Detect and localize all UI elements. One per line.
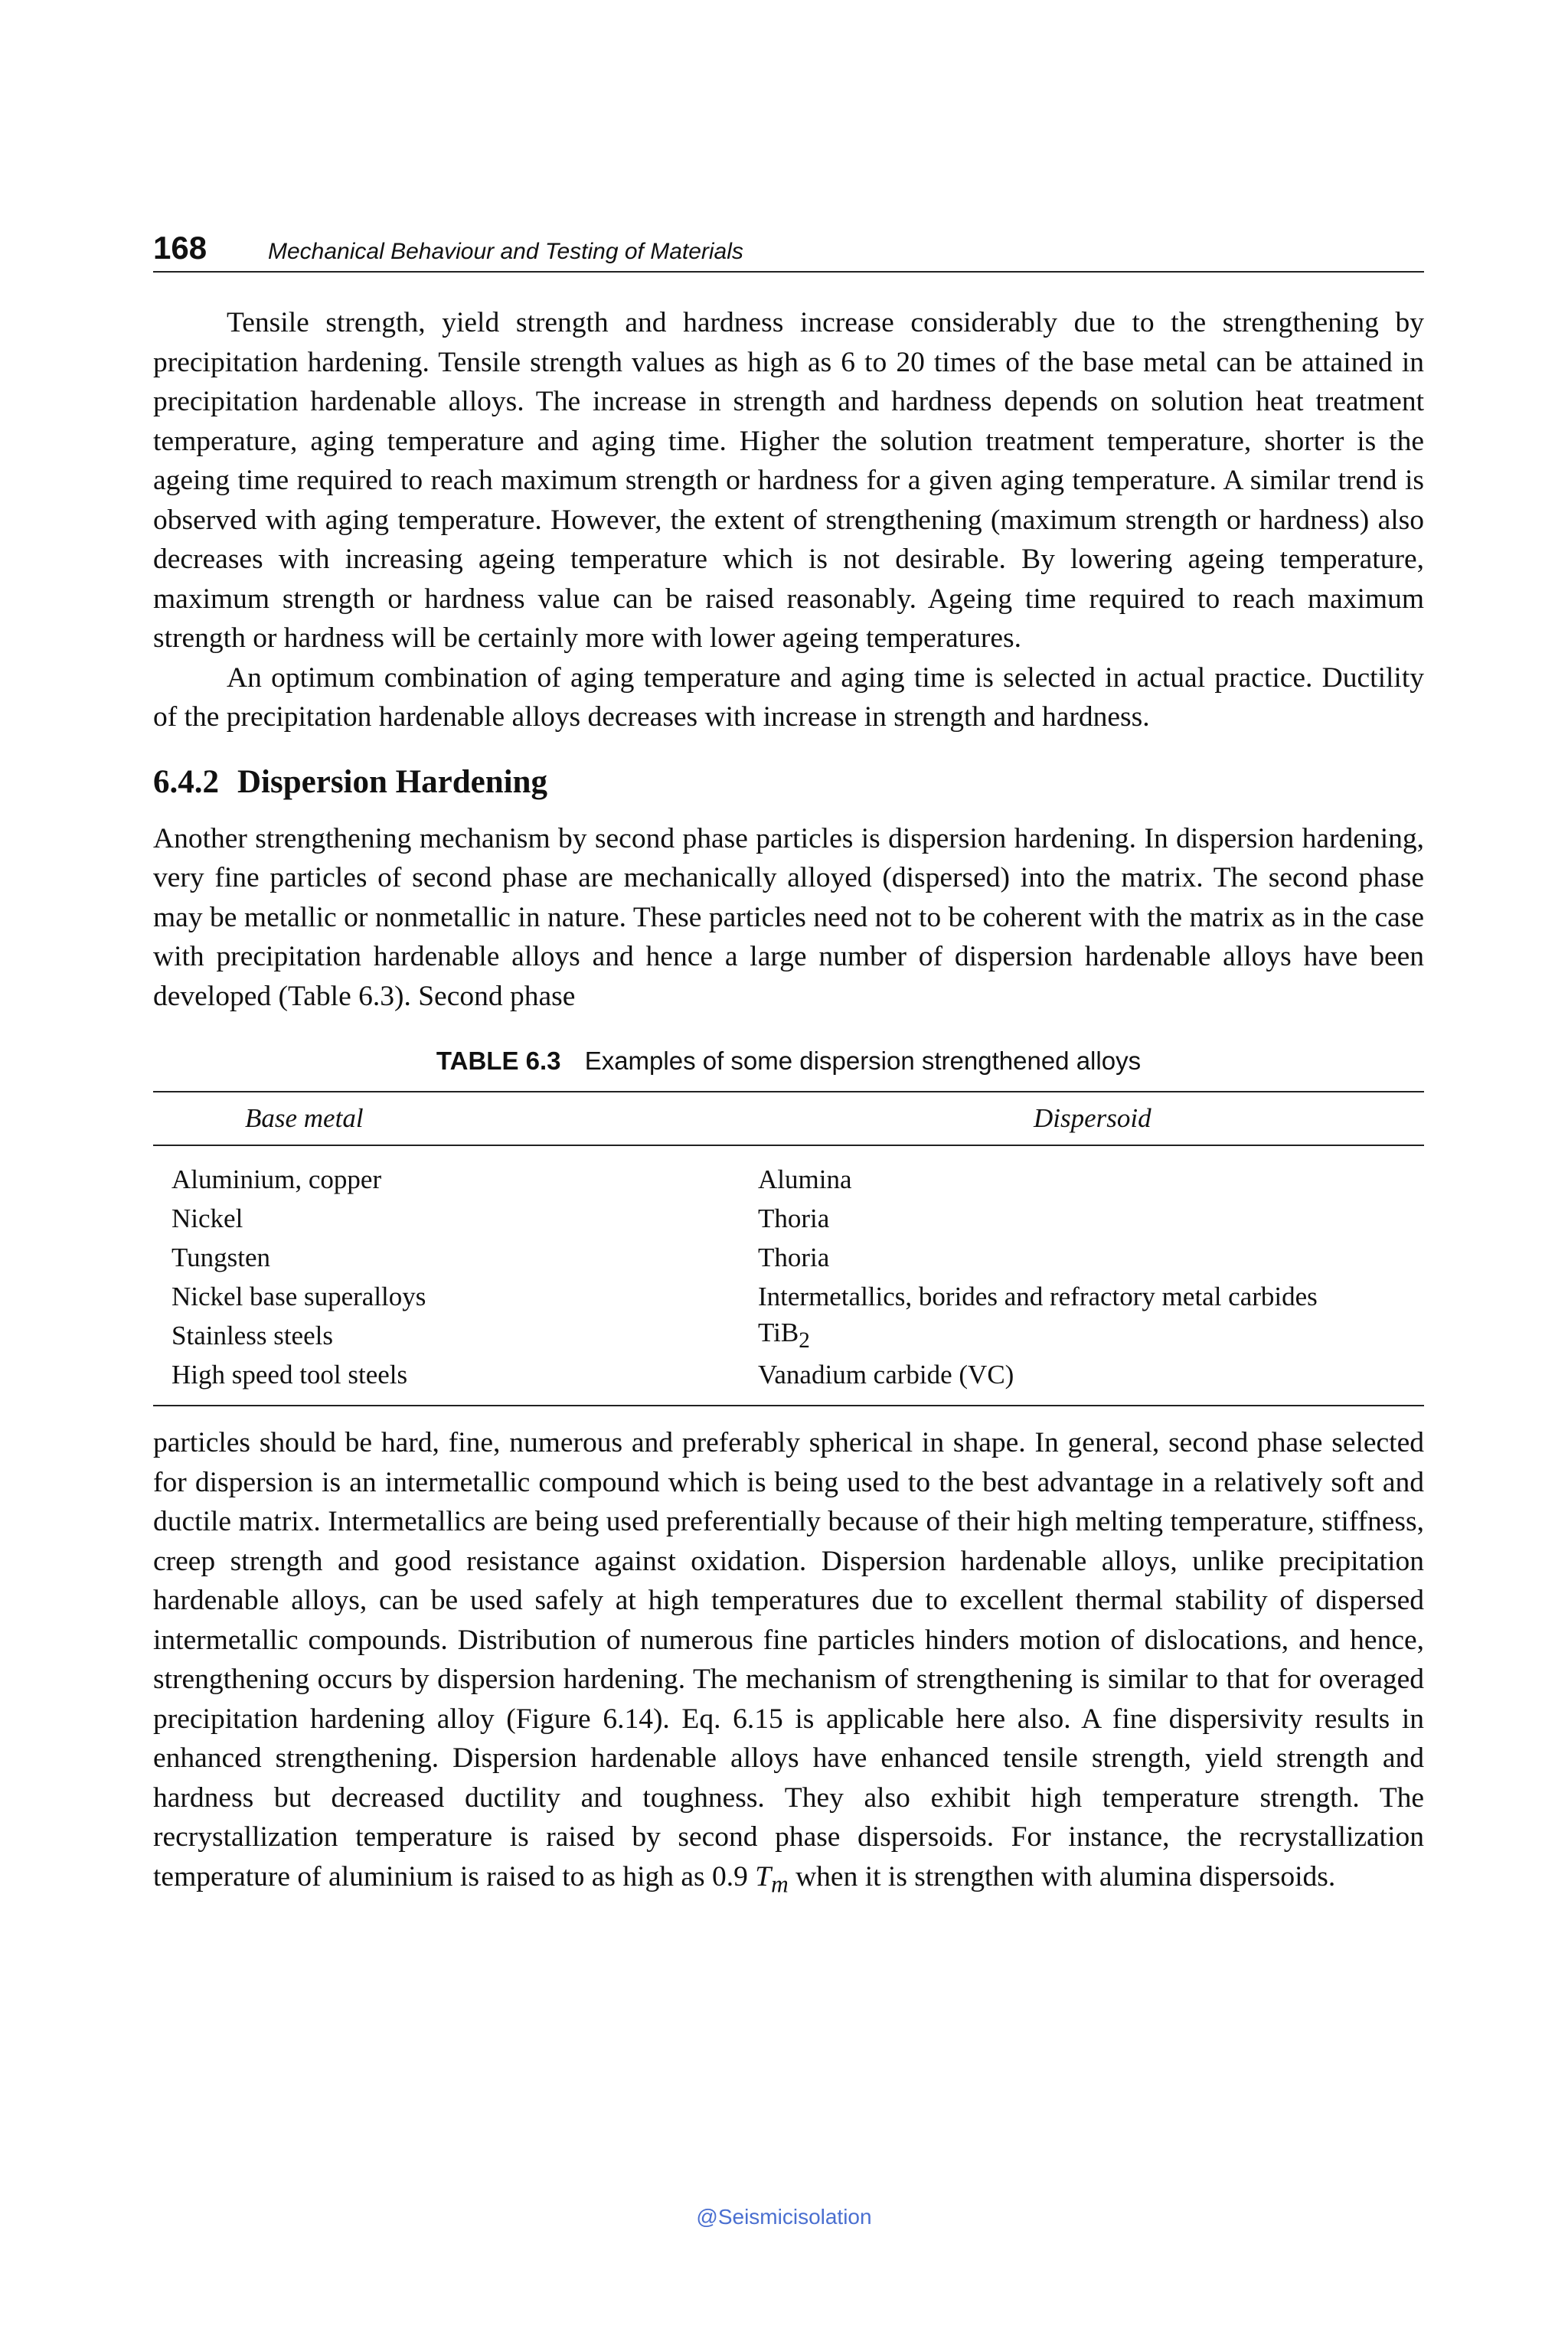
watermark: @Seismicisolation (696, 2205, 872, 2229)
cell-dispersoid: Thoria (758, 1203, 830, 1233)
page-number: 168 (153, 230, 207, 266)
table-row (153, 1355, 1424, 1406)
book-title: Mechanical Behaviour and Testing of Materials (268, 239, 743, 264)
section-title: Dispersion Hardening (237, 763, 547, 800)
header-dispersoid: Dispersoid (758, 1092, 1424, 1145)
melting-temperature-symbol: T (755, 1860, 772, 1892)
running-head (153, 230, 1424, 273)
cell-dispersoid: Intermetallics, borides and refractory metal carbides (758, 1281, 1318, 1311)
paragraph-dispersion-intro: Another strengthening mechanism by second phase particles is dispersion hardening. In dispersion hardening, very fine particles of second phase are mechanically alloyed (dispersed) into the matrix. The second phase may be metallic or nonmetallic in nature. These particles need not to be coherent with the matrix as in the case with precipitation hardenable alloys and hence a large number of dispersion hardenable alloys have been developed (Table 6.3). Second phase (153, 822, 1424, 1012)
dispersion-alloys-table (153, 1091, 1424, 1406)
cell-base-metal: Aluminium, copper (172, 1164, 382, 1194)
table-row (153, 1277, 1424, 1316)
paragraph-text-end: when it is strengthen with alumina dispersoids. (795, 1860, 1336, 1892)
paragraph-precipitation-strength: Tensile strength, yield strength and hardness increase considerably due to the strengthening by precipitation hardening. Tensile strength values as high as 6 to 20 times of the base metal can be attained in precipitation hardenable alloys. The increase in strength and hardness depends on solution heat treatment temperature, aging temperature and aging time. Higher the solution treatment temperature, shorter is the ageing time required to reach maximum strength or hardness for a given aging temperature. A similar trend is observed with aging temperature. However, the extent of strengthening (maximum strength or hardness) also decreases with increasing ageing temperature which is not desirable. By lowering ageing temperature, maximum strength or hardness value can be raised reasonably. Ageing time required to reach maximum strength or hardness will be certainly more with lower ageing temperatures. (153, 307, 1424, 654)
table-row (153, 1145, 1424, 1199)
cell-base-metal: Nickel (172, 1203, 243, 1233)
dispersoid-formula: TiB (758, 1318, 799, 1347)
page (153, 230, 1424, 1904)
cell-dispersoid: Alumina (758, 1164, 852, 1194)
table-header-row (153, 1092, 1424, 1145)
paragraph-dispersion-properties (153, 1423, 1424, 1904)
table-caption-text: Examples of some dispersion strengthened alloys (584, 1047, 1142, 1075)
header-base-metal: Base metal (153, 1092, 758, 1145)
table-row (153, 1199, 1424, 1238)
cell-base-metal: Tungsten (172, 1242, 271, 1272)
table-label: TABLE 6.3 (436, 1047, 561, 1075)
section-heading (153, 763, 1424, 801)
cell-base-metal: Stainless steels (172, 1320, 333, 1350)
cell-dispersoid (758, 1316, 1424, 1355)
section-number: 6.4.2 (153, 763, 219, 800)
cell-dispersoid: Thoria (758, 1242, 830, 1272)
table-row (153, 1238, 1424, 1277)
paragraph-optimum-combination: An optimum combination of aging temperature and aging time is selected in actual practice. Ductility of the precipitation hardenable alloys decreases with increase in strength and hardness. (153, 661, 1424, 733)
cell-base-metal: Nickel base superalloys (172, 1281, 426, 1311)
cell-dispersoid: Vanadium carbide (VC) (758, 1359, 1014, 1390)
dispersoid-subscript: 2 (799, 1328, 810, 1353)
melting-temperature-subscript: m (771, 1870, 789, 1897)
paragraph-text: particles should be hard, fine, numerous and preferably spherical in shape. In general, second phase selected for dispersion is an intermetallic compound which is being used to the best advantage in a relatively soft and ductile matrix. Intermetallics are being used preferentially because of their high melting temperature, stiffness, creep strength and good resistance against oxidation. Dispersion hardenable alloys, unlike precipitation hardenable alloys, can be used safely at high temperatures due to excellent thermal stability of dispersed intermetallic compounds. Distribution of numerous fine particles hinders motion of dislocations, and hence, strengthening occurs by dispersion hardening. The mechanism of strengthening is similar to that for overaged precipitation hardening alloy (Figure 6.14). Eq. 6.15 is applicable here also. A fine dispersivity results in enhanced strengthening. Dispersion hardenable alloys have enhanced tensile strength, yield strength and hardness but decreased ductility and toughness. They also exhibit high temperature strength. The recrystallization temperature is raised by second phase dispersoids. For instance, the recrystallization temperature of aluminium is raised to as high as 0.9 (153, 1427, 1424, 1892)
cell-base-metal: High speed tool steels (172, 1359, 408, 1390)
table-row (153, 1316, 1424, 1355)
table-caption (153, 1047, 1424, 1076)
